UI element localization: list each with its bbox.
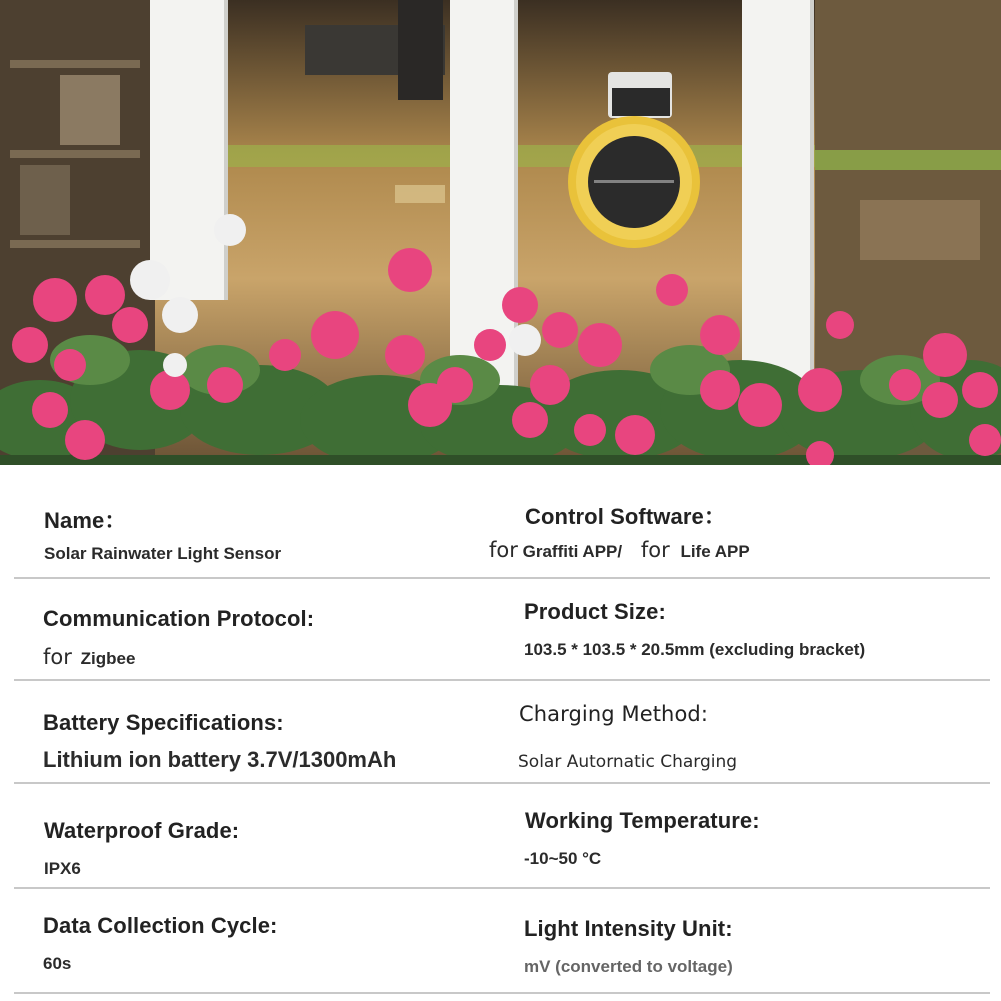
row-divider xyxy=(14,992,990,994)
name-value: Solar Rainwater Light Sensor xyxy=(44,544,282,563)
name-label: Name： xyxy=(44,508,127,533)
size-label: Product Size: xyxy=(524,599,666,624)
product-scene xyxy=(0,0,1001,465)
control-software-label: Control Software： xyxy=(525,504,726,529)
charging-value: Solar Autornatic Charging xyxy=(518,752,738,772)
battery-value: Lithium ion battery 3.7V/1300mAh xyxy=(43,747,397,772)
spec-table xyxy=(0,465,1001,1001)
light-unit-label: Light Intensity Unit: xyxy=(524,916,733,941)
temperature-label: Working Temperature: xyxy=(525,808,760,833)
row-divider xyxy=(14,782,990,784)
product-photo xyxy=(0,0,1001,465)
row-divider xyxy=(14,887,990,889)
protocol-value xyxy=(43,645,135,669)
protocol-name: Zigbee xyxy=(80,649,136,668)
cycle-label: Data Collection Cycle: xyxy=(43,913,278,938)
cycle-value: 60s xyxy=(43,954,72,973)
control-software-for-1: for xyxy=(489,538,518,562)
control-software-app-2: Life APP xyxy=(680,542,750,561)
row-divider xyxy=(14,679,990,681)
battery-label: Battery Specifications: xyxy=(43,710,284,735)
protocol-for: for xyxy=(43,645,72,669)
waterproof-value: IPX6 xyxy=(44,859,81,878)
size-value: 103.5 * 103.5 * 20.5mm (excluding bracket) xyxy=(524,640,866,659)
charging-label: Charging Method: xyxy=(519,702,709,726)
waterproof-label: Waterproof Grade: xyxy=(44,818,240,843)
control-software-app-1: Graffiti APP/ xyxy=(522,542,623,561)
light-unit-value: mV (converted to voltage) xyxy=(524,957,733,976)
protocol-label: Communication Protocol: xyxy=(43,606,315,631)
row-divider xyxy=(14,577,990,579)
temperature-value: -10~50 °C xyxy=(524,849,602,868)
control-software-value xyxy=(489,538,750,562)
control-software-for-2: for xyxy=(640,538,670,562)
